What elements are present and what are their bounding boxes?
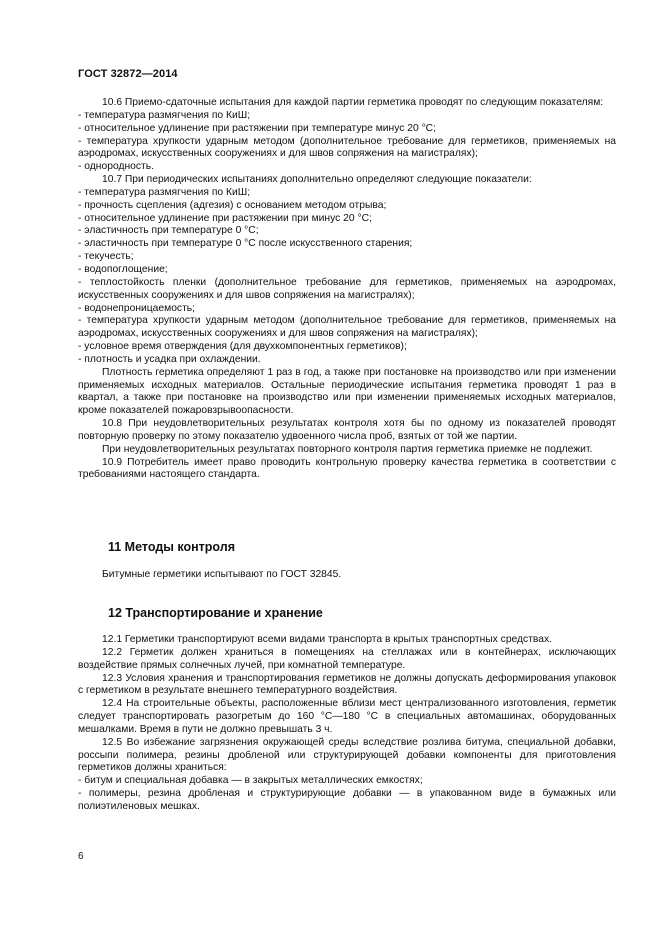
list-item: - водопоглощение; xyxy=(78,263,168,275)
paragraph: 12.5 Во избежание загрязнения окружающей среды вследствие розлива битума, специальной добавки, россыпи полимера, резины дробленой или структурирующей добавки компоненты для приготовления герметиков должны храниться: xyxy=(78,736,616,774)
paragraph: Плотность герметика определяют 1 раз в год, а также при постановке на производство или при изменении применяемых исходных материалов. Остальные периодические испытания герметика проводят 1 раз в квартал, а также при постановке на производство или при изменении применяемых исходных материалов, кроме показателей пожаровзрывоопасности. xyxy=(78,366,616,417)
list-item: - температура хрупкости ударным методом (дополнительное требование для герметиков, применяемых на аэродромах, искусственных сооружениях и для швов сопряжения на магистралях); xyxy=(78,315,616,340)
standard-header: ГОСТ 32872—2014 xyxy=(78,68,178,80)
paragraph: 12.1 Герметики транспортируют всеми видами транспорта в крытых транспортных средствах. xyxy=(102,634,553,645)
section-11-heading: 11 Методы контроля xyxy=(108,540,235,554)
list-item: - относительное удлинение при растяжении при минус 20 °С; xyxy=(78,212,372,224)
list-item: - водонепроницаемость; xyxy=(78,302,196,314)
list-item: - теплостойкость пленки (дополнительное требование для герметиков, применяемых на аэродромах, искусственных сооружениях и для швов сопряжения на магистралях); xyxy=(78,276,616,301)
list-item: - температура размягчения по КиШ; xyxy=(78,109,251,121)
paragraph: 12.4 На строительные объекты, расположенные вблизи мест централизованного изготовления, герметик следует транспортировать разогретым до 160 °С—180 °С в специальных автомашинах, оборудованных мешалками. Время в пути не должно превышать 3 ч. xyxy=(78,698,616,735)
paragraph: 12.3 Условия хранения и транспортирования герметиков не должны допускать деформирования упаковок с герметиком в результате внешнего температурного воздействия. xyxy=(78,672,616,697)
paragraph: 10.7 При периодических испытаниях дополнительно определяют следующие показатели: xyxy=(102,174,532,186)
list-item: - однородность. xyxy=(78,161,154,173)
section-10-body xyxy=(78,97,616,482)
paragraph: 12.2 Герметик должен храниться в помещениях на стеллажах или в контейнерах, исключающих воздействие прямых солнечных лучей, при комнатной температуре. xyxy=(78,646,616,671)
paragraph: 10.8 При неудовлетворительных результатах контроля хотя бы по одному из показателей проводят повторную проверку по этому показателю удвоенного числа проб, взятых от той же партии. xyxy=(78,418,616,442)
list-item: - прочность сцепления (адгезия) с основанием методом отрыва; xyxy=(78,199,387,211)
list-item: - плотность и усадка при охлаждении. xyxy=(78,353,261,365)
list-item: - условное время отверждения (для двухкомпонентных герметиков); xyxy=(78,341,407,353)
paragraph: 10.9 Потребитель имеет право проводить контрольную проверку качества герметика в соответствии с требованиями настоящего стандарта. xyxy=(78,456,616,481)
section-12-body xyxy=(78,634,616,814)
list-item: - температура размягчения по КиШ; xyxy=(78,186,251,198)
paragraph: 10.6 Приемо-сдаточные испытания для каждой партии герметика проводят по следующим показателям: xyxy=(102,97,604,108)
list-item: - битум и специальная добавка — в закрытых металлических емкостях; xyxy=(78,775,423,787)
page-number: 6 xyxy=(78,851,84,862)
paragraph: При неудовлетворительных результатах повторного контроля партия герметика приемке не подлежит. xyxy=(102,443,593,455)
section-12-heading: 12 Транспортирование и хранение xyxy=(108,606,323,620)
list-item: - эластичность при температуре 0 °С после искусственного старения; xyxy=(78,238,413,250)
list-item: - относительное удлинение при растяжении при температуре минус 20 °С; xyxy=(78,122,436,134)
list-item: - температура хрупкости ударным методом (дополнительное требование для герметиков, применяемых на аэродромах, искусственных сооружениях и для швов сопряжения на магистралях); xyxy=(78,135,616,160)
list-item: - эластичность при температуре 0 °С; xyxy=(78,225,259,237)
list-item: - текучесть; xyxy=(78,251,134,263)
section-11-body xyxy=(78,569,616,582)
list-item: - полимеры, резина дробленая и структурирующие добавки — в упакованном виде в бумажных или полиэтиленовых мешках. xyxy=(78,788,616,812)
paragraph: Битумные герметики испытывают по ГОСТ 32845. xyxy=(102,569,342,580)
